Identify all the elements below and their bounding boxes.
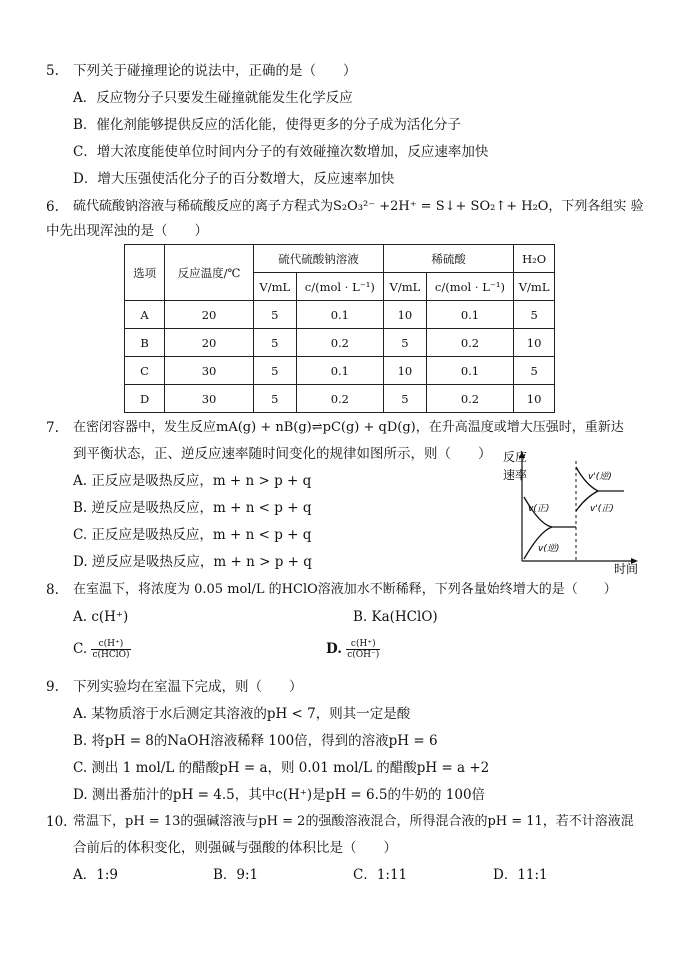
table-cell: C — [125, 357, 165, 385]
q10-stem-line1: 常温下，pH = 13的强碱溶液与pH = 2的强酸溶液混合，所得混合液的pH = 11，若不计溶液混 — [73, 814, 634, 829]
table-cell: B — [125, 329, 165, 357]
q8-option-b: B. Ka(HClO) — [353, 609, 438, 625]
q7-option-d: D. 逆反应是吸热反应，m + n > p + q — [73, 554, 312, 570]
q5-number: 5. — [46, 63, 59, 79]
label-v-reverse: v(逆) — [538, 544, 560, 554]
q10-option-a: A．1:9 — [73, 867, 118, 883]
table-cell: 10 — [514, 385, 555, 413]
table-header-c: c/(mol · L⁻¹) — [426, 273, 513, 301]
fraction-numerator: c(H⁺) — [91, 639, 130, 650]
table-header-h2so4: 稀硫酸 — [384, 245, 514, 273]
q5-option-a: A．反应物分子只要发生碰撞就能发生化学反应 — [73, 90, 353, 106]
q8-option-c-fraction — [91, 639, 130, 660]
table-cell: 10 — [384, 357, 427, 385]
table-cell: 5 — [253, 329, 296, 357]
q10-number: 10. — [46, 814, 68, 830]
q5-stem: 下列关于碰撞理论的说法中，正确的是（ ） — [73, 63, 357, 79]
table-cell: 5 — [384, 329, 427, 357]
table-header-c: c/(mol · L⁻¹) — [296, 273, 383, 301]
table-header-na2s2o3: 硫代硫酸钠溶液 — [253, 245, 383, 273]
table-cell: 5 — [253, 357, 296, 385]
graph-ylabel-2: 速率 — [503, 468, 528, 482]
table-header-option: 选项 — [125, 245, 165, 301]
q5-option-c: C．增大浓度能使单位时间内分子的有效碰撞次数增加，反应速率加快 — [73, 144, 489, 160]
table-row — [125, 385, 555, 413]
q8-option-a: A. c(H⁺) — [73, 609, 129, 625]
q10-stem-line2: 合前后的体积变化，则强碱与强酸的体积比是（ ） — [73, 840, 397, 856]
table-cell: 0.2 — [296, 329, 383, 357]
q10-option-d: D．11:1 — [493, 867, 548, 883]
table-cell: 0.1 — [426, 301, 513, 329]
q8-option-c — [73, 634, 131, 664]
table-header-h2o: H₂O — [514, 245, 555, 273]
table-header-v: V/mL — [384, 273, 427, 301]
q8-option-d-label: D. — [326, 641, 342, 657]
q10-option-c: C．1:11 — [353, 867, 408, 883]
table-cell: 0.1 — [296, 357, 383, 385]
q10-option-b: B．9:1 — [213, 867, 259, 883]
q9-option-d: D. 测出番茄汁的pH = 4.5，其中c(H⁺)是pH = 6.5的牛奶的 100倍 — [73, 787, 486, 803]
q5-option-b: B．催化剂能够提供反应的活化能，使得更多的分子成为活化分子 — [73, 117, 461, 133]
graph-ylabel-1: 反应 — [503, 450, 528, 464]
table-cell: 0.2 — [426, 329, 513, 357]
table-cell: 0.1 — [426, 357, 513, 385]
q6-stem-line1: 硫代硫酸钠溶液与稀硫酸反应的离子方程式为S₂O₃²⁻ +2H⁺ = S↓+ SO₂↑+ H₂O，下列各组实 验 — [73, 199, 644, 214]
fraction-denominator: c(OH⁻) — [347, 650, 380, 660]
q9-option-b: B. 将pH = 8的NaOH溶液稀释 100倍，得到的溶液pH = 6 — [73, 733, 438, 749]
table-cell: D — [125, 385, 165, 413]
v-reverse-curve — [524, 527, 552, 559]
table-row — [125, 357, 555, 385]
table-cell: 5 — [253, 301, 296, 329]
table-cell: 30 — [165, 357, 254, 385]
q7-option-c: C. 正反应是吸热反应，m + n < p + q — [73, 527, 312, 543]
fraction-numerator: c(H⁺) — [346, 639, 380, 650]
q6-stem-line2: 中先出现浑浊的是（ ） — [46, 223, 208, 239]
table-cell: 10 — [384, 301, 427, 329]
table-cell: 5 — [384, 385, 427, 413]
q7-option-a: A. 正反应是吸热反应，m + n > p + q — [73, 473, 312, 489]
label-v-reverse-new: v'(逆) — [588, 472, 612, 482]
table-cell: 5 — [253, 385, 296, 413]
q9-option-a: A. 某物质溶于水后测定其溶液的pH < 7，则其一定是酸 — [73, 706, 411, 722]
table-cell: 20 — [165, 329, 254, 357]
q9-stem: 下列实验均在室温下完成，则（ ） — [73, 679, 303, 695]
table-cell: 0.1 — [296, 301, 383, 329]
q8-stem: 在室温下，将浓度为 0.05 mol/L 的HClO溶液加水不断稀释，下列各量始终增大的是（ ） — [73, 582, 617, 597]
rate-time-graph — [500, 447, 642, 575]
table-cell: 5 — [514, 357, 555, 385]
table-header-v: V/mL — [514, 273, 555, 301]
table-cell: A — [125, 301, 165, 329]
q8-option-d-fraction — [346, 639, 380, 660]
q5-option-d: D．增大压强使活化分子的百分数增大，反应速率加快 — [73, 171, 395, 187]
table-row — [125, 329, 555, 357]
q6-number: 6. — [46, 199, 59, 215]
q6-data-table — [124, 244, 555, 413]
q9-number: 9. — [46, 679, 59, 695]
label-v-forward: v(正) — [528, 504, 550, 514]
table-header-v: V/mL — [253, 273, 296, 301]
q7-option-b: B. 逆反应是吸热反应，m + n < p + q — [73, 500, 312, 516]
table-cell: 0.2 — [426, 385, 513, 413]
q7-stem-line1: 在密闭容器中，发生反应mA(g) + nB(g)⇌pC(g) + qD(g)，在升高温度或增大压强时，重新达 — [73, 420, 624, 435]
label-v-forward-new: v'(正) — [590, 504, 614, 514]
q7-number: 7. — [46, 420, 59, 436]
table-header-temp: 反应温度/℃ — [165, 245, 254, 301]
q9-option-c: C. 测出 1 mol/L 的醋酸pH = a，则 0.01 mol/L 的醋酸pH = a +2 — [73, 760, 490, 776]
table-row — [125, 301, 555, 329]
q7-stem-line2: 到平衡状态，正、逆反应速率随时间变化的规律如图所示，则（ ） — [73, 446, 492, 462]
table-cell: 30 — [165, 385, 254, 413]
q8-option-d — [326, 634, 380, 664]
q8-number: 8. — [46, 582, 59, 598]
table-cell: 5 — [514, 301, 555, 329]
fraction-denominator: c(HClO) — [92, 650, 130, 660]
table-cell: 20 — [165, 301, 254, 329]
graph-xlabel: 时间 — [614, 562, 639, 575]
table-cell: 10 — [514, 329, 555, 357]
table-cell: 0.2 — [296, 385, 383, 413]
q8-option-c-label: C. — [73, 641, 88, 657]
